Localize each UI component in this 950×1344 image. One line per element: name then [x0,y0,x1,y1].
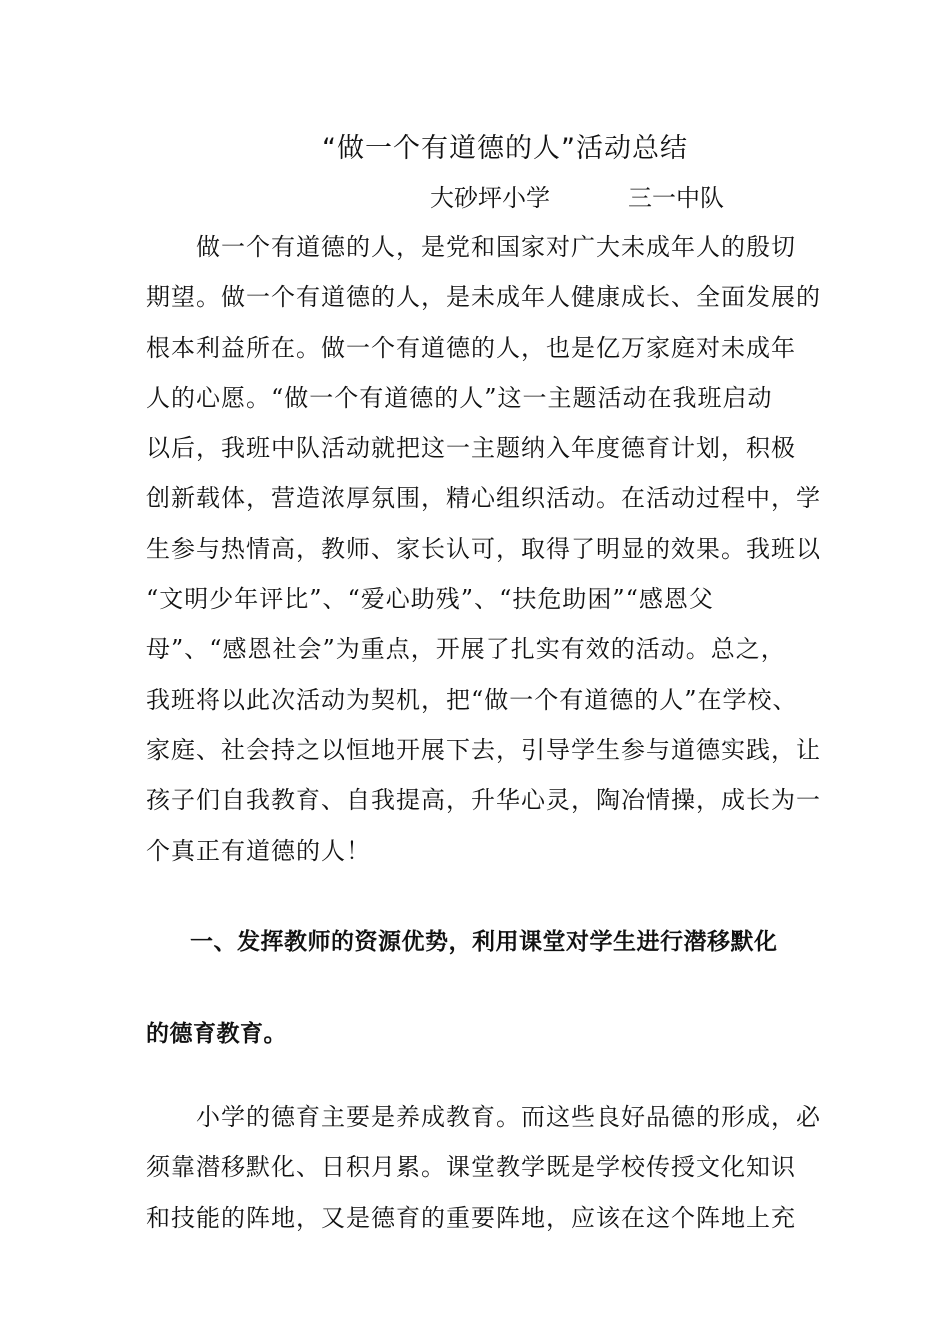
document-title: “做一个有道德的人”活动总结 [322,133,688,164]
class-unit: 三一中队 [628,184,724,212]
paragraph-line: 根本利益所在。做一个有道德的人，也是亿万家庭对未成年 [146,333,796,362]
paragraph-line: 须靠潜移默化、日积月累。课堂教学既是学校传授文化知识 [146,1153,796,1182]
intro-paragraph [146,222,822,876]
paragraph-line: 人的心愿。“做一个有道德的人”这一主题活动在我班启动 [146,383,773,412]
paragraph-line: 家庭、社会持之以恒地开展下去，引导学生参与道德实践，让 [146,735,821,764]
paragraph-line: “文明少年评比”、“爱心助残”、“扶危助困”“感恩父 [146,585,714,614]
paragraph-line: 和技能的阵地，又是德育的重要阵地，应该在这个阵地上充 [146,1203,796,1232]
heading-line: 一、发挥教师的资源优势，利用课堂对学生进行潜移默化 [190,929,778,955]
paragraph-line: 我班将以此次活动为契机，把“做一个有道德的人”在学校、 [146,685,798,714]
byline [430,178,724,218]
paragraph-line: 个真正有道德的人！ [146,836,371,865]
paragraph-line: 生参与热情高，教师、家长认可，取得了明显的效果。我班以 [146,534,821,563]
paragraph-line: 做一个有道德的人，是党和国家对广大未成年人的殷切 [146,233,796,261]
school-name: 大砂坪小学 [430,184,550,212]
section-paragraph [146,1092,822,1243]
paragraph-line: 小学的德育主要是养成教育。而这些良好品德的形成，必 [146,1103,821,1131]
section-heading [146,896,826,1080]
paragraph-line: 孩子们自我教育、自我提高，升华心灵，陶冶情操，成长为一 [146,786,821,815]
paragraph-line: 创新载体，营造浓厚氛围，精心组织活动。在活动过程中，学 [146,484,821,513]
paragraph-line: 期望。做一个有道德的人，是未成年人健康成长、全面发展的 [146,283,821,312]
paragraph-line: 以后，我班中队活动就把这一主题纳入年度德育计划，积极 [146,434,796,463]
paragraph-line: 母”、“感恩社会”为重点，开展了扎实有效的活动。总之， [146,635,786,664]
heading-line: 的德育教育。 [146,1021,287,1047]
